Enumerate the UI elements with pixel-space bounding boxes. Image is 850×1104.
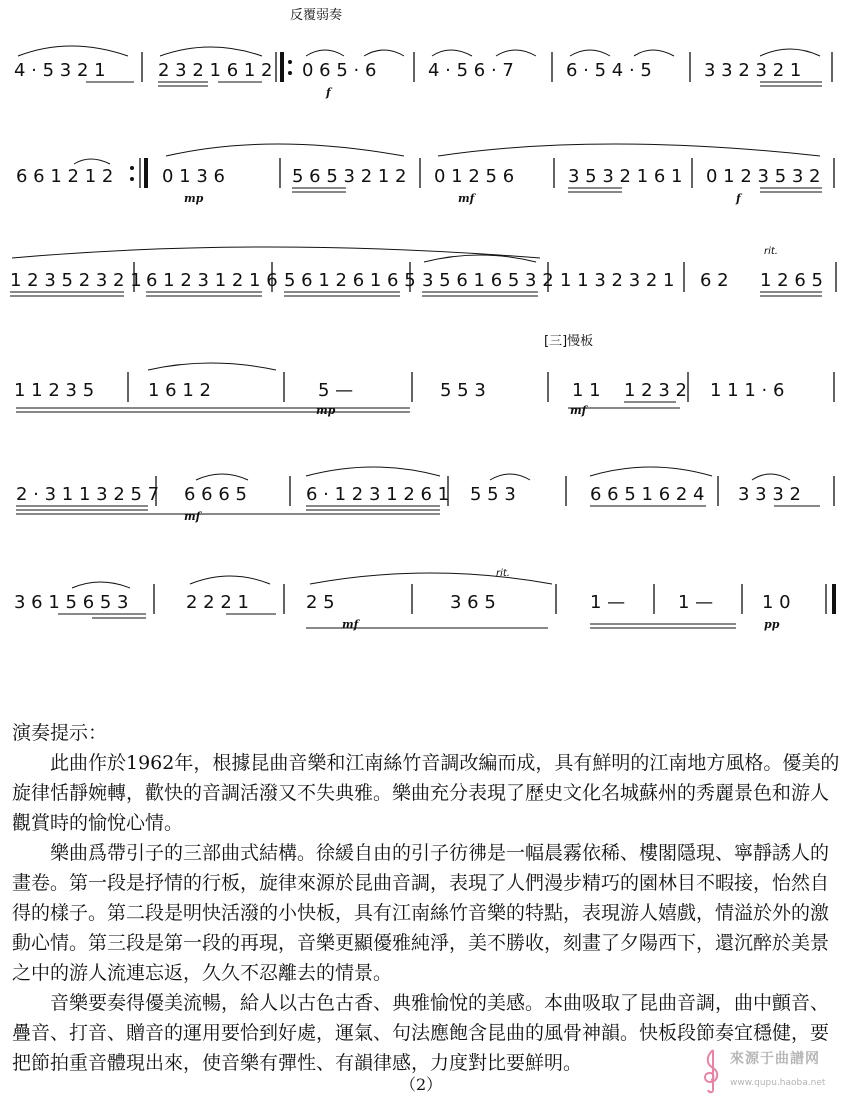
measure-2-4: 0 1 2 5 6 xyxy=(434,166,515,187)
dynamic-f-2: f xyxy=(736,192,741,205)
score-line-3 xyxy=(10,246,836,296)
notes-paragraph-2: 樂曲爲帶引子的三部曲式結構。徐緩自由的引子彷彿是一幅晨霧依稀、樓閣隱現、寧靜誘人的畫卷。第一段是抒情的行板，旋律來源於昆曲音調，表現了人們漫步精巧的園林目不暇接，怡然自得的樣子。第二段是明快活潑的小快板，具有江南絲竹音樂的特點，表現游人嬉戲，情溢於外的激動心情。第三段是第一段的再現，音樂更顯優雅純淨，美不勝收，刻畫了夕陽西下，還沉醉於美景之中的游人流連忘返，久久不忍離去的情景。 xyxy=(12,842,830,984)
measure-4-2: 1 6 1 2 xyxy=(148,380,211,401)
performance-notes xyxy=(12,718,842,1078)
watermark-url: www.qupu.haoba.net xyxy=(730,1078,826,1088)
notes-heading: 演奏提示： xyxy=(12,722,108,744)
dynamic-mf-1: mf xyxy=(458,192,475,205)
measure-2-1: 6 6 1 2 1 2 xyxy=(16,166,114,187)
measure-6-6: 1 — xyxy=(678,592,714,613)
dynamic-mp-2: mp xyxy=(316,404,336,417)
measure-1-1: 4 · 5 3 2 1 xyxy=(14,60,106,81)
measure-3-5: 1 1 3 2 3 2 1 xyxy=(560,270,675,291)
measure-4-1: 1 1 2 3 5 xyxy=(14,380,95,401)
measure-2-6: 0 1 2 3 5 3 2 xyxy=(706,166,821,187)
measure-3-1: 1 2 3 5 2 3 2 1 xyxy=(10,270,142,291)
measure-1-6: 3 3 2 3 2 1 xyxy=(704,60,802,81)
measure-6-2: 2 2 2 1 xyxy=(186,592,249,613)
treble-clef-icon xyxy=(698,1046,726,1094)
measure-6-4: 3 6 5 xyxy=(450,592,496,613)
notes-paragraph-3: 音樂要奏得優美流暢，給人以古色古香、典雅愉悅的美感。本曲吸取了昆曲音調，曲中顫音、疊音、打音、贈音的運用要恰到好處，運氣、句法應飽含昆曲的風骨神韻。快板段節奏宜穩健，要把節拍重音體現出來，使音樂有彈性、有韻律感，力度對比要鮮明。 xyxy=(12,992,830,1074)
measure-5-2: 6 6 6 5 xyxy=(184,484,247,505)
score-line-5 xyxy=(16,467,834,523)
measure-1-5: 6 · 5 4 · 5 xyxy=(566,60,652,81)
measure-5-6: 3 3 3 2 xyxy=(738,484,801,505)
measure-5-5: 6 6 5 1 6 2 4 xyxy=(590,484,705,505)
measure-1-2: 2 3 2 1 6 1 2 xyxy=(158,60,273,81)
measure-2-3: 5 6 5 3 2 1 2 xyxy=(292,166,407,187)
measure-5-4: 5 5 3 xyxy=(470,484,516,505)
measure-5-1: 2 · 3 1 1 3 2 5 7 xyxy=(16,484,160,505)
dynamic-mf-4: mf xyxy=(342,618,359,631)
measure-6-1: 3 6 1 5 6 5 3 xyxy=(14,592,129,613)
dynamic-mf-2: mf xyxy=(570,404,587,417)
rit-marking-2: rit. xyxy=(496,568,510,579)
measure-1-3: 0 6 5 · 6 xyxy=(302,60,377,81)
measure-4-5b: 1 2 3 2 xyxy=(624,380,687,401)
dynamic-f-1: f xyxy=(326,86,331,99)
measure-2-2: 0 1 3 6 xyxy=(162,166,225,187)
measure-4-3: 5 — xyxy=(318,380,354,401)
notes-paragraph-1: 此曲作於1962年，根據昆曲音樂和江南絲竹音調改編而成，具有鮮明的江南地方風格。優美的旋律恬靜婉轉，歡快的音調活潑又不失典雅。樂曲充分表現了歷史文化名城蘇州的秀麗景色和游人觀賞時的愉悅心情。 xyxy=(12,752,840,834)
score-line-2 xyxy=(16,144,834,205)
measure-6-5: 1 — xyxy=(590,592,626,613)
measure-2-5: 3 5 3 2 1 6 1 xyxy=(568,166,683,187)
measure-3-3: 5 6 1 2 6 1 6 5 xyxy=(284,270,416,291)
site-watermark xyxy=(696,1044,846,1098)
measure-3-7: 1 2 6 5 xyxy=(760,270,823,291)
score-line-1 xyxy=(14,46,832,99)
rit-marking-1: rit. xyxy=(764,246,778,257)
measure-4-4: 5 5 3 xyxy=(440,380,486,401)
section-label-manban: [三]慢板 xyxy=(544,334,594,349)
measure-4-6: 1 1 1 · 6 xyxy=(710,380,785,401)
dynamic-mf-3: mf xyxy=(184,510,201,523)
dynamic-pp: pp xyxy=(764,618,780,631)
score-line-6 xyxy=(14,568,834,631)
measure-3-6: 6 2 xyxy=(700,270,729,291)
watermark-name: 來源于曲譜网 xyxy=(730,1051,820,1067)
dynamic-mp-1: mp xyxy=(184,192,204,205)
measure-4-5: 1 1 xyxy=(572,380,601,401)
score-line-4 xyxy=(14,363,834,417)
measure-5-3: 6 · 1 2 3 1 2 6 1 xyxy=(306,484,450,505)
measure-6-7: 1 0 xyxy=(762,592,791,613)
page-number: （2） xyxy=(400,1075,443,1094)
measure-3-2: 6 1 2 3 1 2 1 6 xyxy=(146,270,278,291)
measure-6-3: 2 5 xyxy=(306,592,335,613)
measure-1-4: 4 · 5 6 · 7 xyxy=(428,60,514,81)
measure-3-4: 3 5 6 1 6 5 3 2 xyxy=(422,270,554,291)
section-label-fanfu: 反覆弱奏 xyxy=(290,8,343,23)
